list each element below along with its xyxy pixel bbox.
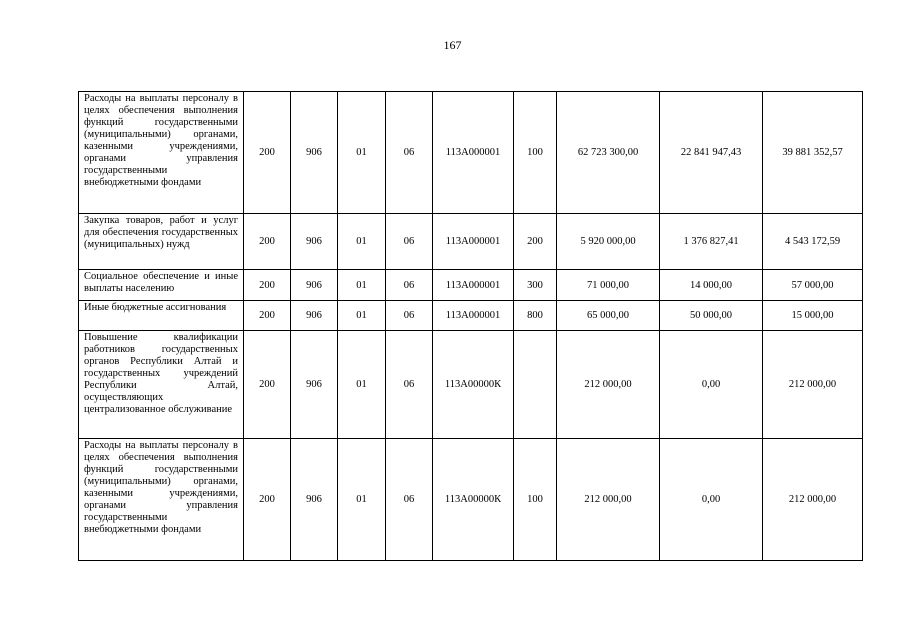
cell-col9: 15 000,00 bbox=[763, 301, 863, 331]
table-row bbox=[79, 92, 863, 214]
cell-col1: 200 bbox=[244, 214, 291, 270]
cell-col9: 39 881 352,57 bbox=[763, 92, 863, 214]
cell-col6: 100 bbox=[514, 92, 557, 214]
row-description: Иные бюджетные ассигнования bbox=[79, 301, 244, 331]
cell-col5: 113А00000К bbox=[433, 331, 514, 439]
cell-col5: 113А00000К bbox=[433, 439, 514, 561]
cell-col6: 200 bbox=[514, 214, 557, 270]
cell-col2: 906 bbox=[291, 92, 338, 214]
cell-col3: 01 bbox=[338, 270, 386, 301]
cell-col7: 212 000,00 bbox=[557, 439, 660, 561]
cell-col5: 113А000001 bbox=[433, 270, 514, 301]
cell-col8: 0,00 bbox=[660, 439, 763, 561]
cell-col6 bbox=[514, 331, 557, 439]
row-description: Расходы на выплаты персоналу в целях обеспечения выполнения функций государственными (муниципальными) органами, казенными учреждениями, органами управления государственными внебюджетными фондами bbox=[79, 92, 244, 214]
cell-col3: 01 bbox=[338, 92, 386, 214]
cell-col2: 906 bbox=[291, 439, 338, 561]
cell-col7: 5 920 000,00 bbox=[557, 214, 660, 270]
cell-col1: 200 bbox=[244, 270, 291, 301]
cell-col4: 06 bbox=[386, 270, 433, 301]
cell-col8: 50 000,00 bbox=[660, 301, 763, 331]
row-description: Закупка товаров, работ и услуг для обеспечения государственных (муниципальных) нужд bbox=[79, 214, 244, 270]
table-row bbox=[79, 214, 863, 270]
cell-col4: 06 bbox=[386, 331, 433, 439]
cell-col9: 212 000,00 bbox=[763, 439, 863, 561]
page-number: 167 bbox=[443, 38, 462, 52]
cell-col9: 212 000,00 bbox=[763, 331, 863, 439]
cell-col3: 01 bbox=[338, 331, 386, 439]
cell-col4: 06 bbox=[386, 439, 433, 561]
cell-col2: 906 bbox=[291, 270, 338, 301]
table-row bbox=[79, 301, 863, 331]
cell-col1: 200 bbox=[244, 92, 291, 214]
cell-col2: 906 bbox=[291, 301, 338, 331]
cell-col8: 1 376 827,41 bbox=[660, 214, 763, 270]
table-row bbox=[79, 439, 863, 561]
cell-col5: 113А000001 bbox=[433, 214, 514, 270]
cell-col1: 200 bbox=[244, 301, 291, 331]
cell-col4: 06 bbox=[386, 92, 433, 214]
cell-col6: 800 bbox=[514, 301, 557, 331]
budget-table bbox=[78, 91, 863, 561]
cell-col7: 62 723 300,00 bbox=[557, 92, 660, 214]
cell-col7: 71 000,00 bbox=[557, 270, 660, 301]
cell-col9: 57 000,00 bbox=[763, 270, 863, 301]
cell-col8: 22 841 947,43 bbox=[660, 92, 763, 214]
cell-col3: 01 bbox=[338, 214, 386, 270]
cell-col8: 0,00 bbox=[660, 331, 763, 439]
row-description: Социальное обеспечение и иные выплаты населению bbox=[79, 270, 244, 301]
cell-col1: 200 bbox=[244, 331, 291, 439]
cell-col7: 65 000,00 bbox=[557, 301, 660, 331]
table-row bbox=[79, 331, 863, 439]
cell-col8: 14 000,00 bbox=[660, 270, 763, 301]
row-description: Повышение квалификации работников государственных органов Республики Алтай и государственных учреждений Республики Алтай, осуществляющих централизованное обслуживание bbox=[79, 331, 244, 439]
cell-col6: 300 bbox=[514, 270, 557, 301]
cell-col3: 01 bbox=[338, 301, 386, 331]
cell-col6: 100 bbox=[514, 439, 557, 561]
cell-col1: 200 bbox=[244, 439, 291, 561]
cell-col7: 212 000,00 bbox=[557, 331, 660, 439]
cell-col5: 113А000001 bbox=[433, 92, 514, 214]
cell-col4: 06 bbox=[386, 301, 433, 331]
cell-col2: 906 bbox=[291, 214, 338, 270]
cell-col4: 06 bbox=[386, 214, 433, 270]
cell-col9: 4 543 172,59 bbox=[763, 214, 863, 270]
table-row bbox=[79, 270, 863, 301]
cell-col5: 113А000001 bbox=[433, 301, 514, 331]
cell-col3: 01 bbox=[338, 439, 386, 561]
row-description: Расходы на выплаты персоналу в целях обеспечения выполнения функций государственными (муниципальными) органами, казенными учреждениями, органами управления государственными внебюджетными фондами bbox=[79, 439, 244, 561]
cell-col2: 906 bbox=[291, 331, 338, 439]
